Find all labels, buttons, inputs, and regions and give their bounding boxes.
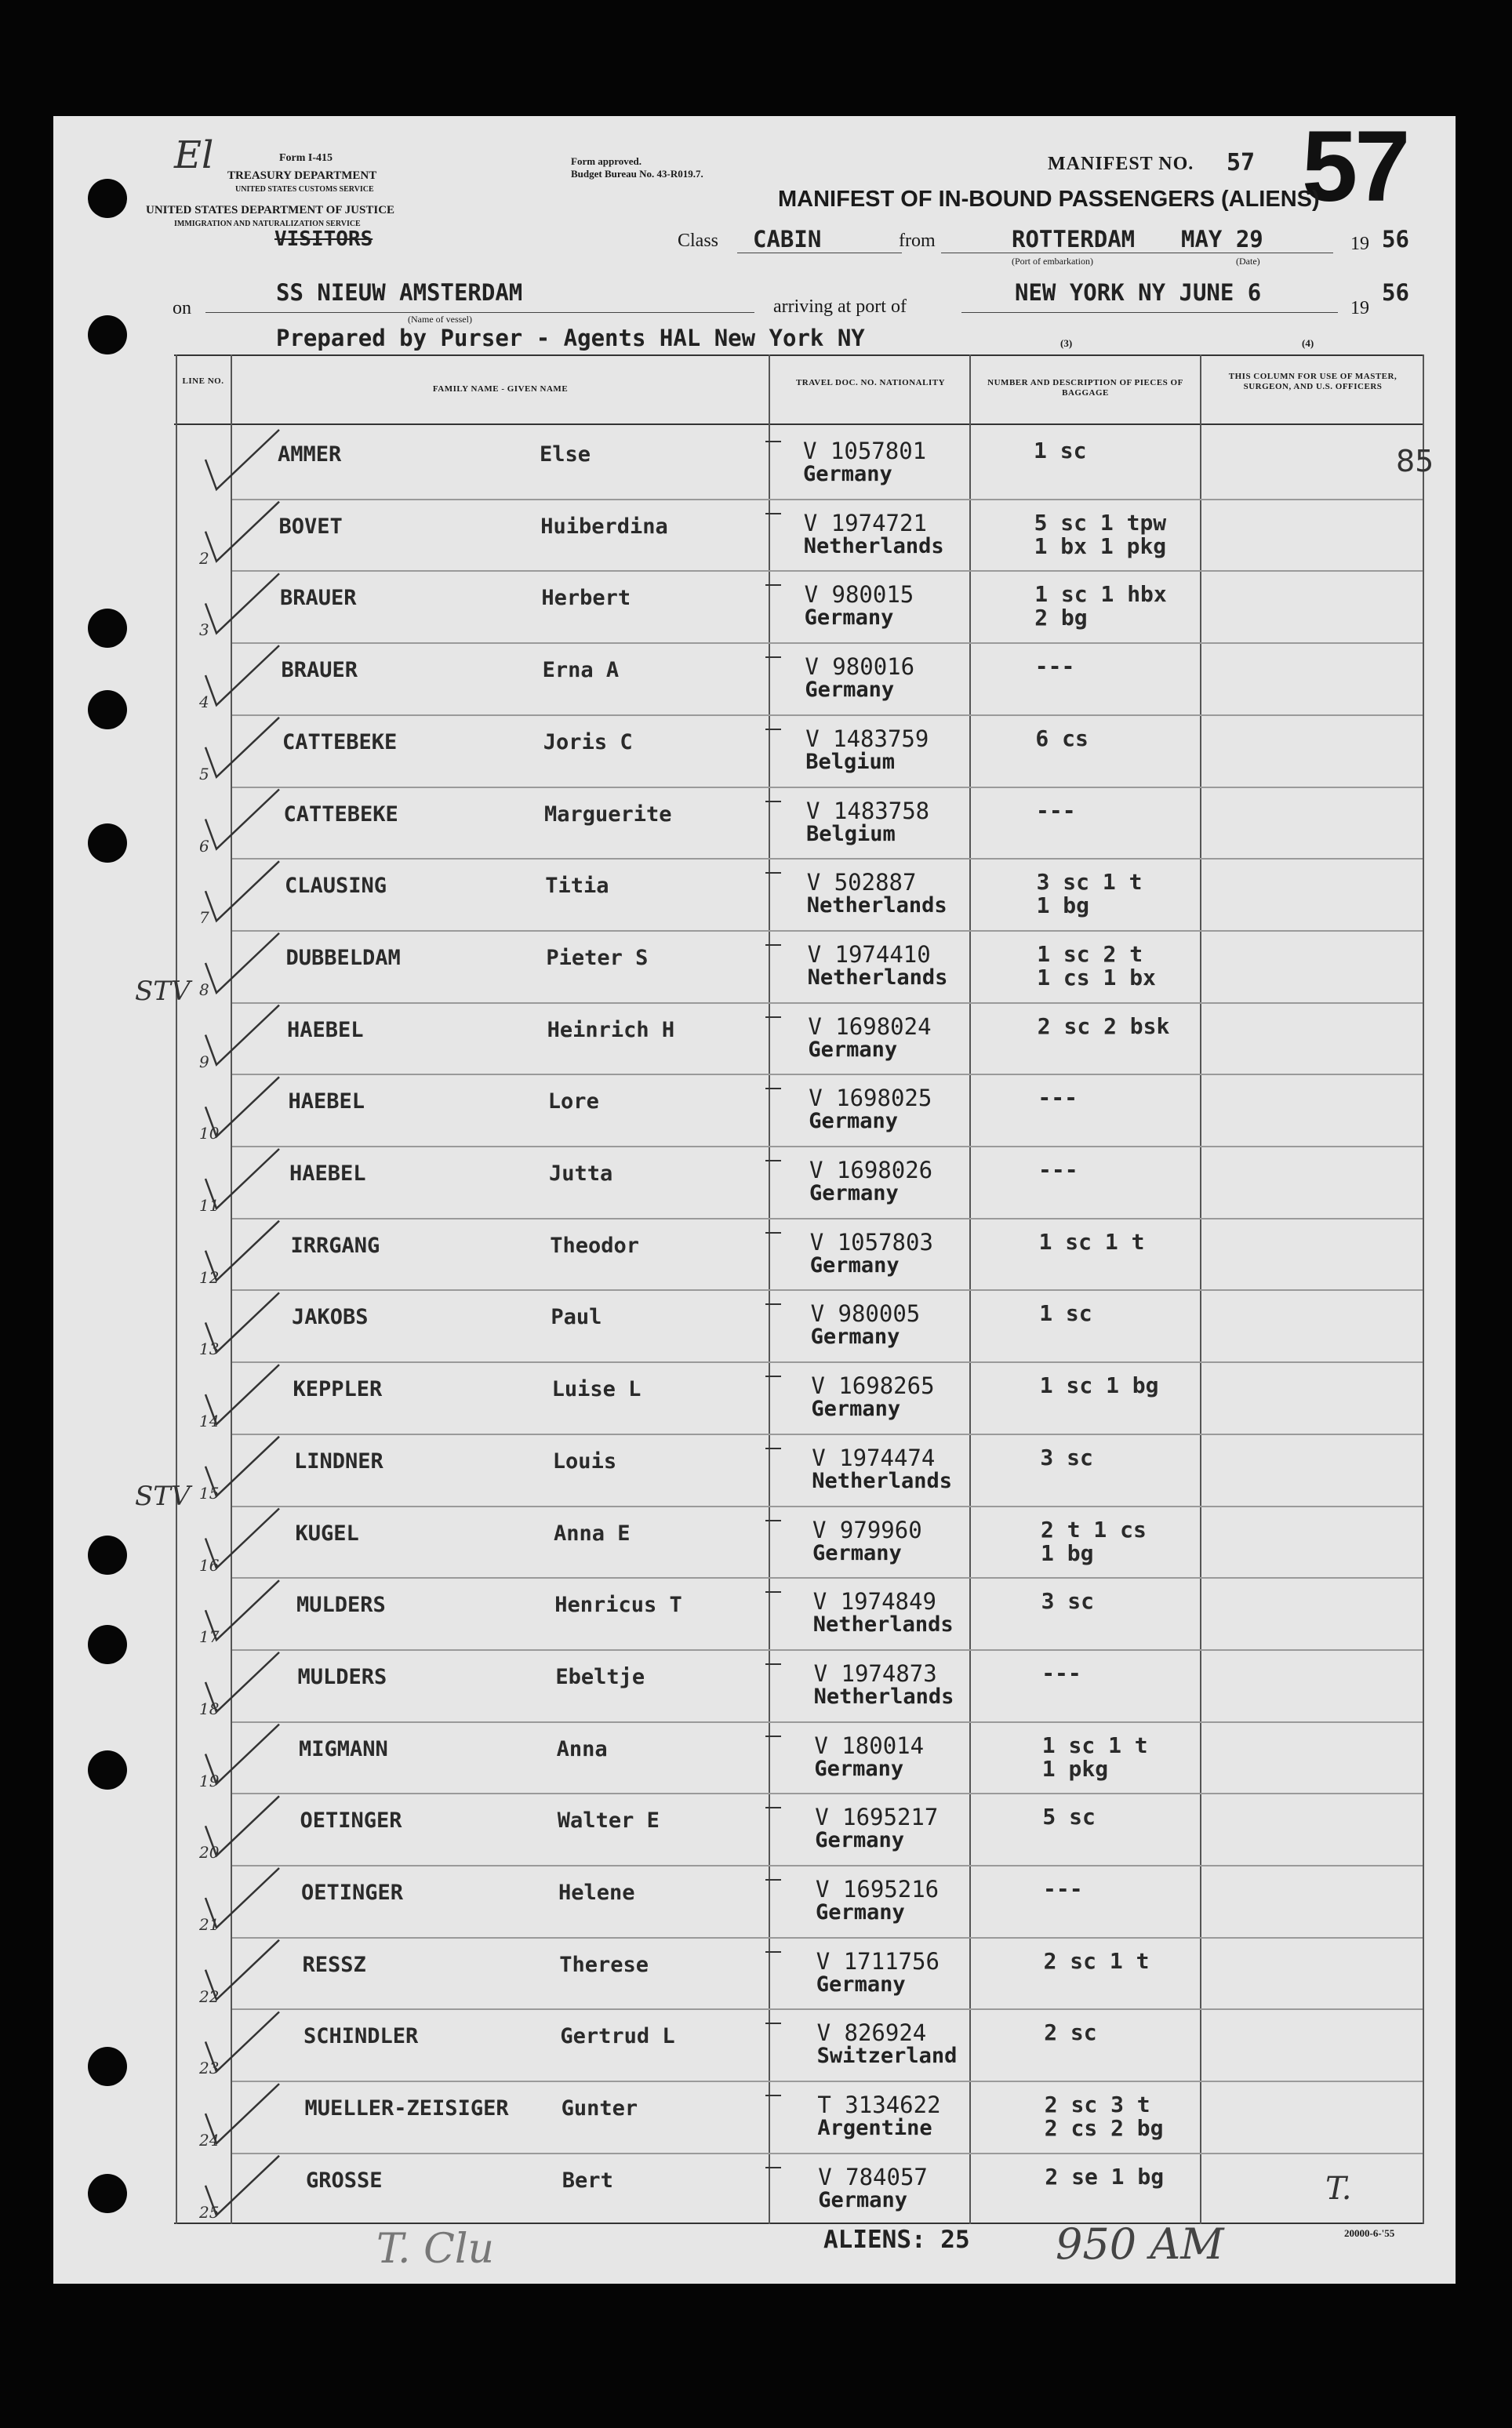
travel-doc-number: V 1974410 <box>807 940 931 968</box>
nationality: Netherlands <box>806 893 947 918</box>
checkmark <box>205 2156 279 2215</box>
given-name: Pieter S <box>546 945 649 970</box>
family-name: HAEBEL <box>288 1089 365 1114</box>
stv-mark-1: STV <box>135 976 191 1007</box>
column-header-baggage: NUMBER AND DESCRIPTION OF PIECES OF BAGGAGE <box>987 378 1183 398</box>
travel-doc-number: V 1974873 <box>813 1659 937 1687</box>
travel-doc-number: V 1698025 <box>809 1085 932 1112</box>
year-value-2: 56 <box>1382 279 1409 306</box>
given-name: Theodor <box>550 1233 639 1258</box>
line-number: 13 <box>199 1339 220 1359</box>
given-name: Herbert <box>541 586 631 611</box>
line-number: 6 <box>199 836 209 856</box>
date-caption: (Date) <box>1236 256 1260 267</box>
family-name: SCHINDLER <box>303 2024 419 2049</box>
family-name: IRRGANG <box>290 1233 380 1258</box>
nationality: Germany <box>808 1037 898 1062</box>
on-label: on <box>173 298 191 318</box>
baggage-line-1: 3 sc <box>1040 1444 1093 1470</box>
given-name: Gunter <box>561 2096 638 2121</box>
baggage-line-1: --- <box>1034 653 1075 680</box>
column-4-number: (4) <box>1302 337 1314 349</box>
given-name: Gertrud L <box>560 2024 675 2049</box>
baggage-line-1: 1 sc 1 bg <box>1039 1372 1159 1399</box>
immigration-service: IMMIGRATION AND NATURALIZATION SERVICE <box>174 220 361 228</box>
checkmark <box>205 933 279 993</box>
given-name: Anna E <box>554 1521 631 1546</box>
nationality: Netherlands <box>812 1612 954 1637</box>
checkmark <box>205 430 279 489</box>
family-name: MULDERS <box>296 1593 386 1618</box>
nationality: Germany <box>812 1540 902 1565</box>
nationality: Germany <box>816 1900 905 1925</box>
nationality: Germany <box>809 1181 899 1205</box>
from-label: from <box>899 231 936 251</box>
manifest-number-stamp: 57 <box>1302 111 1408 223</box>
checkmark <box>205 1437 279 1496</box>
line-number: 2 <box>199 548 209 568</box>
checkmark <box>205 1940 279 2000</box>
checkmark <box>205 1365 279 1424</box>
travel-doc-number: V 1698024 <box>808 1012 932 1040</box>
form-approved: Form approved. <box>571 155 642 167</box>
line-number: 12 <box>199 1267 220 1287</box>
class-label: Class <box>678 231 719 251</box>
nationality: Netherlands <box>807 965 948 990</box>
nationality: Netherlands <box>803 533 944 558</box>
budget-bureau: Budget Bureau No. 43-R019.7. <box>571 168 703 180</box>
line-number: 22 <box>199 1986 220 2006</box>
line-number: 23 <box>199 2059 220 2078</box>
family-name: GROSSE <box>306 2168 383 2193</box>
baggage-line-1: 5 sc <box>1042 1804 1096 1830</box>
nationality: Netherlands <box>813 1684 954 1709</box>
embarkation-port: ROTTERDAM <box>1012 226 1136 253</box>
travel-doc-number: V 1974721 <box>803 509 927 536</box>
line-number: 4 <box>199 692 209 712</box>
line-number: 16 <box>199 1555 220 1575</box>
line-number: 8 <box>199 980 209 999</box>
baggage-line-1: 1 sc 2 t <box>1037 940 1143 967</box>
baggage-line-1: 5 sc 1 tpw <box>1034 509 1167 536</box>
column-3-number: (3) <box>1060 337 1073 349</box>
nationality: Germany <box>809 1109 898 1134</box>
family-name: BRAUER <box>281 658 358 683</box>
checkmark <box>205 1580 279 1640</box>
vessel-name: SS NIEUW AMSTERDAM <box>276 279 523 306</box>
family-name: MULDERS <box>297 1664 387 1689</box>
family-name: JAKOBS <box>292 1305 369 1330</box>
nationality: Germany <box>814 1756 904 1781</box>
travel-doc-number: V 826924 <box>816 2019 927 2047</box>
customs-service: UNITED STATES CUSTOMS SERVICE <box>235 185 374 194</box>
travel-doc-number: V 1483759 <box>805 725 929 752</box>
line-number: 24 <box>199 2131 220 2150</box>
given-name: Joris C <box>543 729 633 754</box>
line-number: 10 <box>199 1124 220 1143</box>
travel-doc-number: V 1974849 <box>812 1588 936 1616</box>
line-number: 15 <box>199 1483 220 1503</box>
nationality: Argentine <box>817 2116 932 2141</box>
baggage-line-1: 3 sc 1 t <box>1036 869 1143 896</box>
family-name: CATTEBEKE <box>282 729 398 754</box>
nationality: Germany <box>805 678 895 703</box>
line-number: 9 <box>199 1052 209 1071</box>
travel-doc-number: V 784057 <box>818 2163 928 2190</box>
year-value: 56 <box>1382 226 1409 253</box>
checkmark <box>205 573 279 633</box>
given-name: Ebeltje <box>555 1664 645 1689</box>
baggage-line-1: --- <box>1043 1876 1083 1902</box>
given-name: Marguerite <box>544 801 672 827</box>
prepared-by: Prepared by Purser - Agents HAL New York NY <box>276 325 865 351</box>
aliens-total: ALIENS: 25 <box>823 2226 970 2254</box>
given-name: Henricus T <box>554 1593 682 1618</box>
baggage-line-1: 1 sc 1 hbx <box>1034 581 1167 608</box>
line-number: 3 <box>199 620 209 640</box>
given-name: Louis <box>552 1448 617 1474</box>
baggage-line-1: --- <box>1041 1659 1081 1686</box>
checkmark <box>205 2084 279 2143</box>
checkmark <box>205 718 279 777</box>
family-name: BOVET <box>278 514 343 539</box>
nationality: Germany <box>818 2187 907 2212</box>
nationality: Switzerland <box>816 2044 958 2069</box>
vessel-caption: (Name of vessel) <box>408 314 472 325</box>
line-number: 18 <box>199 1699 220 1718</box>
line-number: 21 <box>199 1915 220 1934</box>
handwritten-initials: El <box>174 133 214 177</box>
family-name: CLAUSING <box>285 874 387 899</box>
baggage-line-1: 2 sc 1 t <box>1043 1947 1150 1974</box>
checkmark <box>205 1292 279 1352</box>
baggage-line-1: 1 sc 1 t <box>1038 1228 1145 1255</box>
family-name: BRAUER <box>280 586 357 611</box>
given-name: Titia <box>545 874 609 899</box>
family-name: HAEBEL <box>287 1017 364 1042</box>
justice-department: UNITED STATES DEPARTMENT OF JUSTICE <box>146 204 395 216</box>
year-prefix: 19 <box>1350 234 1369 254</box>
nationality: Germany <box>809 1252 900 1278</box>
nationality: Germany <box>816 1972 906 1997</box>
checkmark <box>205 1868 279 1928</box>
column-header-line: LINE NO. <box>182 376 224 386</box>
nationality: Belgium <box>806 821 896 846</box>
family-name: CATTEBEKE <box>283 801 398 827</box>
checkmark <box>205 1509 279 1568</box>
baggage-line-2: 2 bg <box>1034 605 1088 631</box>
given-name: Lore <box>547 1089 599 1114</box>
year-prefix-2: 19 <box>1350 298 1369 318</box>
stv-mark-2: STV <box>135 1481 191 1512</box>
line-number: 19 <box>199 1771 220 1790</box>
given-name: Huiberdina <box>540 514 668 539</box>
baggage-line-1: 2 t 1 cs <box>1041 1516 1147 1543</box>
class-value: CABIN <box>753 226 822 253</box>
family-name: MUELLER-ZEISIGER <box>304 2096 509 2121</box>
travel-doc-number: V 502887 <box>806 869 917 896</box>
checkmark <box>205 2012 279 2071</box>
travel-doc-number: V 980005 <box>810 1300 921 1328</box>
given-name: Walter E <box>557 1808 660 1834</box>
travel-doc-number: V 980016 <box>805 653 915 681</box>
baggage-line-2: 1 bg <box>1041 1539 1094 1566</box>
given-name: Jutta <box>549 1161 613 1186</box>
given-name: Paul <box>551 1305 602 1330</box>
given-name: Therese <box>559 1952 649 1977</box>
family-name: MIGMANN <box>299 1736 388 1761</box>
baggage-line-1: 6 cs <box>1035 725 1089 751</box>
officer-initial: T. <box>1325 2171 1352 2207</box>
nationality: Germany <box>810 1325 900 1350</box>
line-number: 7 <box>199 908 209 928</box>
family-name: LINDNER <box>294 1448 383 1474</box>
nationality: Belgium <box>805 749 895 774</box>
baggage-line-2: 1 bx 1 pkg <box>1034 532 1167 559</box>
travel-doc-number: V 979960 <box>812 1516 922 1543</box>
line-number: 5 <box>199 764 209 783</box>
travel-doc-number: V 980015 <box>804 581 914 609</box>
manifest-number-typed: 57 <box>1227 149 1256 176</box>
baggage-line-1: 1 sc 1 t <box>1041 1732 1148 1758</box>
baggage-line-1: --- <box>1038 1157 1078 1183</box>
form-code: 20000-6-'55 <box>1344 2227 1395 2239</box>
given-name: Helene <box>558 1881 635 1905</box>
checkmark <box>205 1077 279 1136</box>
manifest-title: MANIFEST OF IN-BOUND PASSENGERS (ALIENS) <box>778 187 1320 212</box>
baggage-line-1: 2 sc 3 t <box>1044 2092 1150 2118</box>
baggage-line-2: 1 pkg <box>1041 1755 1109 1782</box>
checkmark <box>205 1149 279 1209</box>
baggage-line-2: 1 cs 1 bx <box>1037 964 1156 990</box>
family-name: OETINGER <box>301 1881 404 1905</box>
nationality: Germany <box>804 605 894 631</box>
travel-doc-number: V 180014 <box>814 1732 925 1759</box>
travel-doc-number: V 1698265 <box>811 1372 935 1400</box>
baggage-line-1: 2 sc 2 bsk <box>1037 1012 1170 1039</box>
baggage-line-1: --- <box>1038 1085 1078 1111</box>
arrival-port: NEW YORK NY JUNE 6 <box>1015 279 1262 306</box>
baggage-line-1: 3 sc <box>1041 1588 1095 1615</box>
given-name: Heinrich H <box>547 1017 675 1042</box>
baggage-line-2: 2 cs 2 bg <box>1044 2115 1164 2142</box>
checkmark <box>205 1725 279 1784</box>
margin-number: 85 <box>1396 444 1434 478</box>
checkmark <box>205 1221 279 1281</box>
embarkation-date: MAY 29 <box>1181 226 1263 253</box>
travel-doc-number: V 1057801 <box>803 438 927 464</box>
treasury-department: TREASURY DEPARTMENT <box>227 169 377 182</box>
travel-doc-number: V 1695216 <box>816 1876 940 1903</box>
given-name: Anna <box>556 1736 608 1761</box>
form-number: Form I-415 <box>279 152 333 164</box>
line-number: 11 <box>199 1196 220 1215</box>
checkmark <box>205 1796 279 1856</box>
given-name: Else <box>540 442 591 467</box>
travel-doc-number: V 1695217 <box>815 1804 939 1831</box>
checkmark <box>205 502 279 562</box>
line-number: 25 <box>199 2202 220 2222</box>
travel-doc-number: V 1057803 <box>809 1228 933 1256</box>
officer-signature: T. Clu <box>376 2226 495 2273</box>
checkmark <box>205 1652 279 1712</box>
family-name: AMMER <box>278 442 342 467</box>
checkmark <box>205 790 279 849</box>
travel-doc-number: V 1483758 <box>806 797 930 824</box>
visitors-label: VISITORS <box>274 227 373 251</box>
nationality: Germany <box>803 462 892 486</box>
family-name: RESSZ <box>302 1952 366 1977</box>
given-name: Luise L <box>551 1377 642 1402</box>
nationality: Netherlands <box>812 1468 952 1493</box>
nationality: Germany <box>811 1397 901 1422</box>
family-name: OETINGER <box>300 1808 402 1834</box>
checkmark <box>205 861 279 921</box>
line-number: 14 <box>199 1412 220 1431</box>
travel-doc-number: V 1974474 <box>812 1444 936 1471</box>
line-number: 17 <box>199 1627 220 1647</box>
travel-doc-number: T 3134622 <box>817 2092 941 2119</box>
family-name: HAEBEL <box>289 1161 366 1186</box>
travel-doc-number: V 1711756 <box>816 1947 940 1975</box>
column-header-name: FAMILY NAME - GIVEN NAME <box>432 384 569 394</box>
checkmark <box>205 645 279 705</box>
baggage-line-1: 1 sc <box>1039 1300 1092 1327</box>
arriving-label: arriving at port of <box>773 296 907 317</box>
family-name: KUGEL <box>295 1521 359 1546</box>
travel-doc-number: V 1698026 <box>809 1157 933 1183</box>
manifest-label: MANIFEST NO. <box>1048 154 1194 174</box>
baggage-line-1: 2 sc <box>1044 2019 1097 2046</box>
family-name: DUBBELDAM <box>285 945 401 970</box>
given-name: Erna A <box>542 658 620 683</box>
baggage-line-1: 2 se 1 bg <box>1045 2163 1165 2190</box>
line-number: 20 <box>199 1843 220 1863</box>
checkmark <box>205 1005 279 1065</box>
column-header-officers: THIS COLUMN FOR USE OF MASTER, SURGEON, AND U.S. OFFICERS <box>1228 372 1398 391</box>
arrival-time: 950 AM <box>1056 2219 1224 2269</box>
nationality: Germany <box>815 1828 904 1853</box>
port-caption: (Port of embarkation) <box>1012 256 1093 267</box>
baggage-line-2: 1 bg <box>1036 892 1090 919</box>
baggage-line-1: 1 sc <box>1034 438 1087 463</box>
column-header-doc: TRAVEL DOC. NO. NATIONALITY <box>795 378 946 387</box>
baggage-line-1: --- <box>1036 797 1076 823</box>
given-name: Bert <box>562 2168 613 2193</box>
family-name: KEPPLER <box>293 1377 383 1402</box>
